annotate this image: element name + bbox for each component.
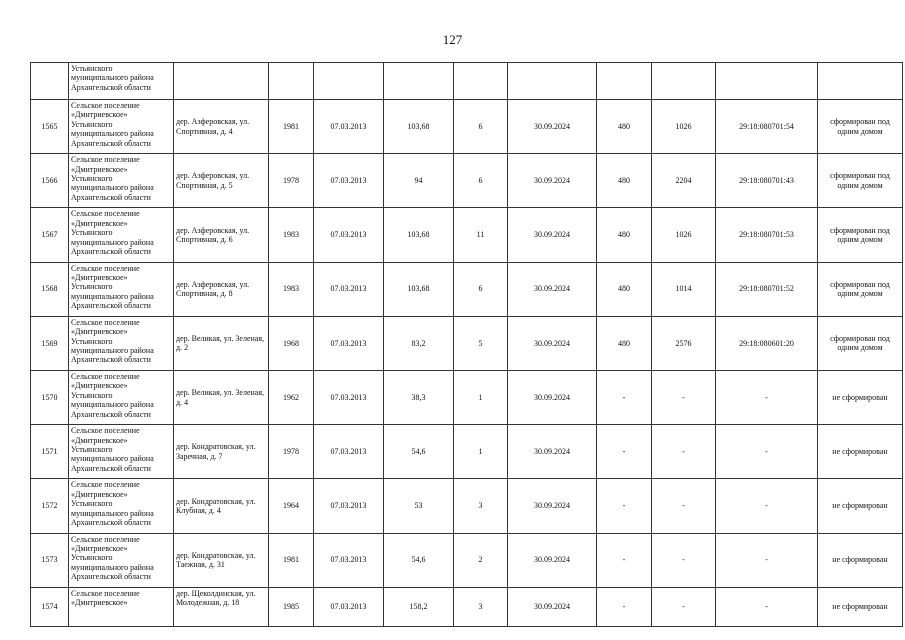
cell-year: 1962	[269, 370, 314, 424]
cell-year: 1981	[269, 533, 314, 587]
cell-residents: 2	[454, 533, 508, 587]
cell-no: 1570	[31, 370, 69, 424]
cell-year: 1964	[269, 479, 314, 533]
cell-settlement: Сельское поселение «Дмитриевское» Устьянского муниципального района Архангельской области	[69, 208, 174, 262]
cell-land-num: 480	[597, 154, 652, 208]
cell-no: 1566	[31, 154, 69, 208]
registry-table	[30, 62, 903, 627]
table-row	[31, 208, 903, 262]
cell-no: 1574	[31, 587, 69, 626]
cell-deadline: 30.09.2024	[508, 479, 597, 533]
cell-address: дер. Кондратовская, ул. Клубная, д. 4	[174, 479, 269, 533]
cell-address	[174, 63, 269, 100]
cell-residents: 1	[454, 370, 508, 424]
cell-deadline: 30.09.2024	[508, 370, 597, 424]
cell-deadline: 30.09.2024	[508, 533, 597, 587]
cell-area: 94	[384, 154, 454, 208]
cell-no: 1568	[31, 262, 69, 316]
cell-area: 103,68	[384, 100, 454, 154]
cell-cadastral: 29:18:080701:53	[716, 208, 818, 262]
cell-residents: 3	[454, 479, 508, 533]
cell-residents: 6	[454, 100, 508, 154]
table-body	[31, 63, 903, 627]
cell-date: 07.03.2013	[314, 533, 384, 587]
cell-settlement: Сельское поселение «Дмитриевское» Устьянского муниципального района Архангельской области	[69, 262, 174, 316]
cell-land-status: не сформирован	[818, 370, 903, 424]
cell-year	[269, 63, 314, 100]
cell-no: 1572	[31, 479, 69, 533]
cell-settlement: Сельское поселение «Дмитриевское» Устьянского муниципального района Архангельской области	[69, 370, 174, 424]
cell-land-status: сформирован под одним домом	[818, 100, 903, 154]
cell-land-num: 480	[597, 262, 652, 316]
cell-cadastral: 29:18:080601:20	[716, 316, 818, 370]
table-row	[31, 262, 903, 316]
cell-deadline	[508, 63, 597, 100]
table-row	[31, 533, 903, 587]
cell-cadastral: 29:18:080701:52	[716, 262, 818, 316]
cell-address: дер. Азферовская, ул. Спортивная, д. 8	[174, 262, 269, 316]
cell-residents: 6	[454, 154, 508, 208]
cell-no: 1573	[31, 533, 69, 587]
continuation-row	[31, 63, 903, 100]
cell-land-status: сформирован под одним домом	[818, 262, 903, 316]
cell-land-status: сформирован под одним домом	[818, 208, 903, 262]
cell-residents: 1	[454, 425, 508, 479]
cell-residents: 11	[454, 208, 508, 262]
cell-settlement: Сельское поселение «Дмитриевское» Устьянского муниципального района Архангельской области	[69, 479, 174, 533]
cell-area: 38,3	[384, 370, 454, 424]
cell-deadline: 30.09.2024	[508, 587, 597, 626]
cell-land-area: -	[652, 479, 716, 533]
cell-year: 1983	[269, 208, 314, 262]
cell-area: 103,68	[384, 208, 454, 262]
table-row	[31, 479, 903, 533]
cell-settlement: Сельское поселение «Дмитриевское» Устьянского муниципального района Архангельской области	[69, 100, 174, 154]
cell-residents	[454, 63, 508, 100]
cell-land-status: не сформирован	[818, 533, 903, 587]
cell-land-status: сформирован под одним домом	[818, 154, 903, 208]
cell-no: 1571	[31, 425, 69, 479]
cell-land-num: -	[597, 587, 652, 626]
table-row	[31, 154, 903, 208]
cell-settlement: Устьянского муниципального района Архангельской области	[69, 63, 174, 100]
cell-land-area: 1014	[652, 262, 716, 316]
table-row	[31, 587, 903, 626]
cell-address: дер. Кондратовская, ул. Таежная, д. 31	[174, 533, 269, 587]
cell-cadastral	[716, 63, 818, 100]
cell-settlement: Сельское поселение «Дмитриевское» Устьянского муниципального района Архангельской области	[69, 533, 174, 587]
cell-land-num: -	[597, 533, 652, 587]
cell-deadline: 30.09.2024	[508, 425, 597, 479]
cell-cadastral: -	[716, 587, 818, 626]
cell-date: 07.03.2013	[314, 154, 384, 208]
cell-land-num: -	[597, 425, 652, 479]
table-row	[31, 370, 903, 424]
cell-land-num	[597, 63, 652, 100]
cell-year: 1978	[269, 425, 314, 479]
cell-year: 1985	[269, 587, 314, 626]
cell-land-area: -	[652, 587, 716, 626]
table-row	[31, 425, 903, 479]
cell-year: 1978	[269, 154, 314, 208]
cell-address: дер. Великая, ул. Зеленая, д. 2	[174, 316, 269, 370]
cell-settlement: Сельское поселение «Дмитриевское» Устьянского муниципального района Архангельской области	[69, 425, 174, 479]
cell-deadline: 30.09.2024	[508, 316, 597, 370]
cell-area: 158,2	[384, 587, 454, 626]
cell-land-area: -	[652, 425, 716, 479]
cell-no: 1565	[31, 100, 69, 154]
cell-area: 54,6	[384, 425, 454, 479]
cell-no	[31, 63, 69, 100]
table-row	[31, 316, 903, 370]
cell-residents: 5	[454, 316, 508, 370]
cell-area: 54,6	[384, 533, 454, 587]
cell-address: дер. Азферовская, ул. Спортивная, д. 5	[174, 154, 269, 208]
cell-cadastral: -	[716, 370, 818, 424]
cell-land-area: 1026	[652, 100, 716, 154]
cell-area: 53	[384, 479, 454, 533]
cell-area: 83,2	[384, 316, 454, 370]
cell-residents: 6	[454, 262, 508, 316]
cell-deadline: 30.09.2024	[508, 154, 597, 208]
cell-date: 07.03.2013	[314, 100, 384, 154]
cell-land-num: 480	[597, 208, 652, 262]
cell-land-status: не сформирован	[818, 587, 903, 626]
cell-date: 07.03.2013	[314, 425, 384, 479]
cell-land-num: -	[597, 479, 652, 533]
cell-land-status: не сформирован	[818, 425, 903, 479]
cell-cadastral: -	[716, 533, 818, 587]
cell-land-area: 2204	[652, 154, 716, 208]
cell-cadastral: -	[716, 425, 818, 479]
cell-land-area	[652, 63, 716, 100]
cell-land-area: 1026	[652, 208, 716, 262]
cell-land-status: сформирован под одним домом	[818, 316, 903, 370]
cell-land-num: -	[597, 370, 652, 424]
cell-deadline: 30.09.2024	[508, 208, 597, 262]
cell-settlement: Сельское поселение «Дмитриевское» Устьянского муниципального района Архангельской области	[69, 316, 174, 370]
cell-no: 1569	[31, 316, 69, 370]
cell-area: 103,68	[384, 262, 454, 316]
cell-area	[384, 63, 454, 100]
cell-date: 07.03.2013	[314, 262, 384, 316]
cell-residents: 3	[454, 587, 508, 626]
page-number: 127	[442, 32, 463, 47]
cell-land-area: -	[652, 370, 716, 424]
cell-cadastral: -	[716, 479, 818, 533]
cell-date: 07.03.2013	[314, 208, 384, 262]
cell-address: дер. Азферовская, ул. Спортивная, д. 6	[174, 208, 269, 262]
cell-address: дер. Щеколдинская, ул. Молодежная, д. 18	[174, 587, 269, 626]
cell-date: 07.03.2013	[314, 316, 384, 370]
cell-land-area: -	[652, 533, 716, 587]
cell-deadline: 30.09.2024	[508, 262, 597, 316]
cell-year: 1983	[269, 262, 314, 316]
cell-year: 1981	[269, 100, 314, 154]
cell-land-area: 2576	[652, 316, 716, 370]
cell-date	[314, 63, 384, 100]
cell-date: 07.03.2013	[314, 479, 384, 533]
cell-address: дер. Великая, ул. Зеленая, д. 4	[174, 370, 269, 424]
table-row	[31, 100, 903, 154]
cell-deadline: 30.09.2024	[508, 100, 597, 154]
cell-cadastral: 29:18:080701:43	[716, 154, 818, 208]
cell-land-status: не сформирован	[818, 479, 903, 533]
cell-address: дер. Азферовская, ул. Спортивная, д. 4	[174, 100, 269, 154]
cell-settlement: Сельское поселение «Дмитриевское»	[69, 587, 174, 626]
cell-settlement: Сельское поселение «Дмитриевское» Устьянского муниципального района Архангельской области	[69, 154, 174, 208]
cell-address: дер. Кондратовская, ул. Заречная, д. 7	[174, 425, 269, 479]
cell-year: 1968	[269, 316, 314, 370]
cell-no: 1567	[31, 208, 69, 262]
cell-land-status	[818, 63, 903, 100]
cell-land-num: 480	[597, 316, 652, 370]
cell-cadastral: 29:18:080701:54	[716, 100, 818, 154]
cell-date: 07.03.2013	[314, 370, 384, 424]
cell-date: 07.03.2013	[314, 587, 384, 626]
cell-land-num: 480	[597, 100, 652, 154]
